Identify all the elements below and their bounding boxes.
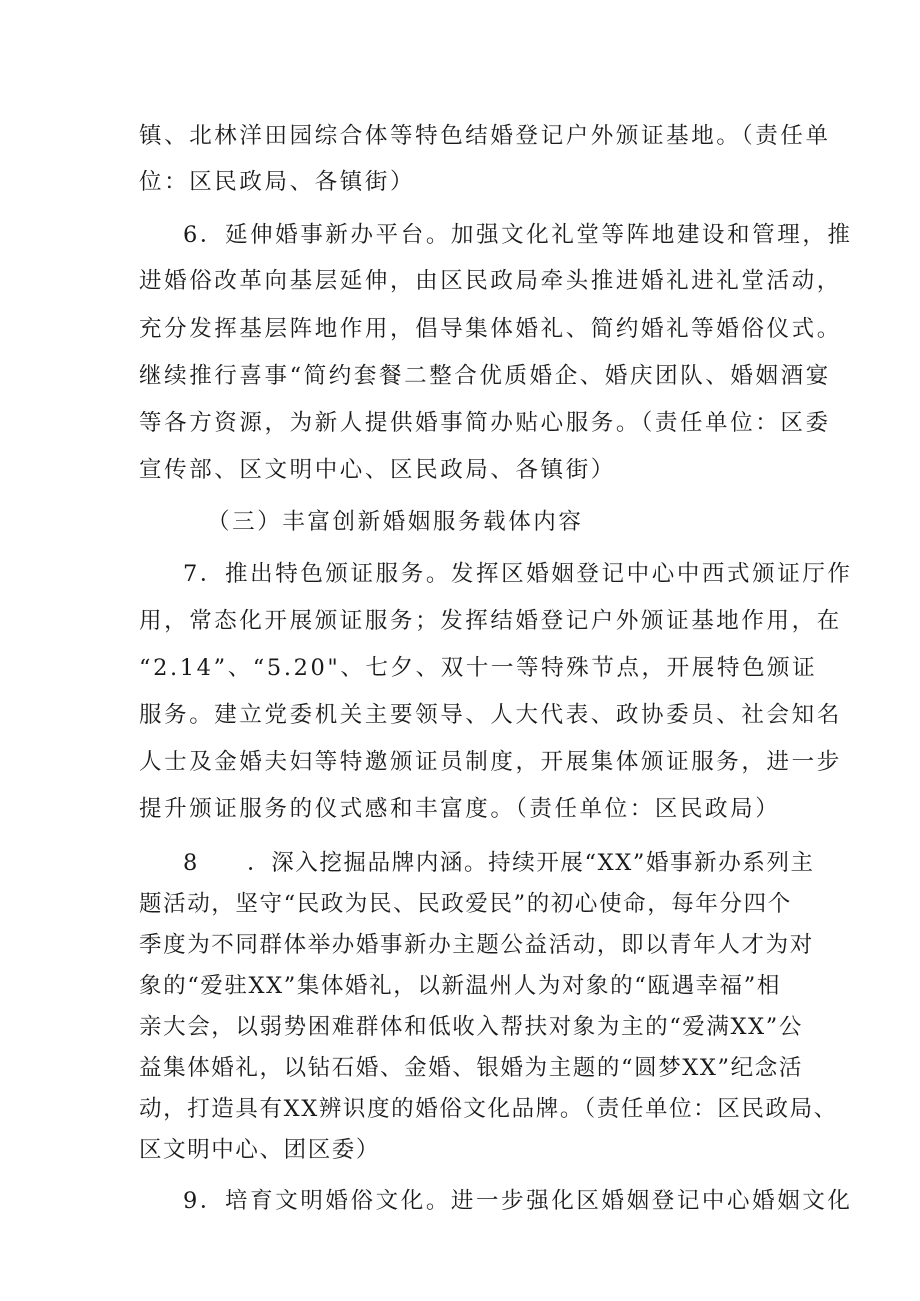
paragraph-7-line-6: 提升颁证服务的仪式感和丰富度。（责任单位：区民政局） — [139, 796, 781, 822]
paragraph-5-line-1: 镇、北林洋田园综合体等特色结婚登记户外颁证基地。（责任单 — [139, 123, 831, 149]
paragraph-6-line-2: 进婚俗改革向基层延伸，由区民政局牵头推进婚礼进礼堂活动， — [139, 268, 842, 294]
paragraph-8-line-1: 8 ．深入挖掘品牌内涵。持续开展“XX”婚事新办系列主 — [183, 850, 815, 876]
paragraph-7-line-1: 7．推出特色颁证服务。发挥区婚姻登记中心中西式颁证厅作 — [183, 561, 853, 587]
paragraph-7-line-3: “2.14”、“5.20"、七夕、双十一等特殊节点，开展特色颁证 — [139, 655, 818, 681]
paragraph-6-line-3: 充分发挥基层阵地作用，倡导集体婚礼、简约婚礼等婚俗仪式。 — [139, 316, 842, 342]
paragraph-6-line-5: 等各方资源，为新人提供婚事简办贴心服务。（责任单位：区委 — [139, 410, 831, 436]
paragraph-7-line-5: 人士及金婚夫妇等特邀颁证员制度，开展集体颁证服务，进一步 — [139, 749, 842, 775]
paragraph-8-line-2: 题活动，坚守“民政为民、民政爱民”的初心使命，每年分四个 — [139, 891, 792, 917]
paragraph-8-line-7: 动，打造具有XX辨识度的婚俗文化品牌。（责任单位：区民政局、 — [139, 1096, 838, 1122]
paragraph-8-line-4: 象的“爱驻XX”集体婚礼，以新温州人为对象的“瓯遇幸福”相 — [139, 973, 781, 999]
paragraph-6-line-6: 宣传部、区文明中心、区民政局、各镇街） — [139, 457, 616, 483]
paragraph-8-line-3: 季度为不同群体举办婚事新办主题公益活动，即以青年人才为对 — [139, 932, 814, 958]
paragraph-6-line-4: 继续推行喜事“简约套餐二整合优质婚企、婚庆团队、婚姻酒宴 — [139, 363, 831, 389]
paragraph-9-line-1: 9．培育文明婚俗文化。进一步强化区婚姻登记中心婚姻文化 — [183, 1188, 853, 1214]
section-heading: （三）丰富创新婚姻服务载体内容 — [207, 509, 584, 535]
paragraph-6-line-1: 6．延伸婚事新办平台。加强文化礼堂等阵地建设和管理，推 — [183, 222, 853, 248]
paragraph-8-line-6: 益集体婚礼，以钻石婚、金婚、银婚为主题的“圆梦XX”纪念活 — [139, 1055, 803, 1081]
paragraph-5-line-2: 位：区民政局、各镇街） — [139, 169, 416, 195]
paragraph-8-line-5: 亲大会，以弱势困难群体和低收入帮扶对象为主的“爱满XX”公 — [139, 1014, 803, 1040]
paragraph-7-line-2: 用，常态化开展颁证服务；发挥结婚登记户外颁证基地作用，在 — [139, 608, 842, 634]
paragraph-7-line-4: 服务。建立党委机关主要领导、人大代表、政协委员、社会知名 — [139, 702, 842, 728]
paragraph-8-line-8: 区文明中心、团区委） — [139, 1137, 381, 1163]
